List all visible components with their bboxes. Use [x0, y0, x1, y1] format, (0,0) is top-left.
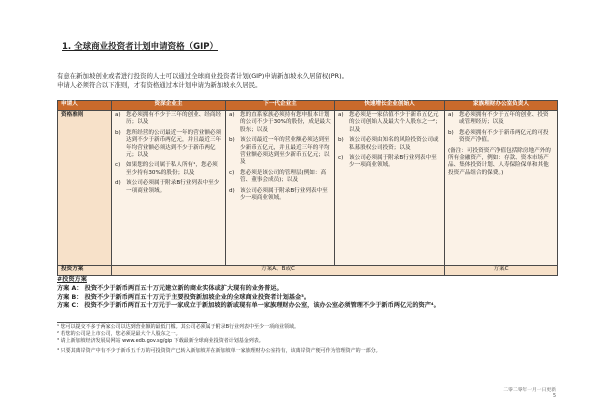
- footnote-2: ² 若您的公司是上市公司，您必须是最大个人股东之一。: [57, 331, 181, 337]
- criteria-item: [338, 137, 441, 152]
- page-number: 5: [552, 394, 556, 399]
- criteria-item: [229, 137, 331, 167]
- item-text: 该公司必须属于附录B行业列表中至少一项商业领域。: [349, 155, 437, 169]
- item-text: 您所经营的公司最近一年的营业额必须达到不少于新币两亿元，并且最近三年年均营业额必须达到不少于新币两亿元；以及: [126, 129, 222, 159]
- criteria-item: [229, 170, 331, 185]
- item-mark: c): [229, 169, 235, 176]
- item-text: 该公司必须由知名的风险投资公司或私募股权公司投资；以及: [349, 137, 439, 151]
- table-header-row: [58, 101, 558, 111]
- plan-option-c: 方案C: [445, 266, 558, 276]
- footnote-4: ⁴ 只要其离岸资产中有不少于新币五千万的可投资资产已转入新加坡并在新加坡单一家族理财办公室持有，该离岸资产便可作为管理资产的一部分。: [57, 348, 381, 354]
- plan-options-abc: 方案A、B或C: [112, 266, 445, 276]
- header-applicant: 申请人: [58, 101, 112, 111]
- item-mark: b): [115, 129, 121, 136]
- item-text: 该公司最近一年的营业额必须达到至少新币五亿元，并且最近三年的平均营业额必须达到至少新币五亿元；以及: [240, 137, 330, 166]
- item-text: 您必须拥有不少于新币两亿元的可投资资产净值。: [459, 129, 549, 144]
- item-mark: b): [448, 129, 454, 136]
- item-mark: a): [338, 112, 344, 118]
- plan-label: 投资方案: [58, 266, 112, 276]
- item-mark: d): [115, 180, 121, 187]
- criteria-item: [115, 180, 222, 195]
- item-mark: a): [229, 112, 235, 118]
- header-fast-growth-founder: 快速增长企业创始人: [335, 101, 445, 111]
- criteria-item: [338, 112, 441, 134]
- item-text: 您必须拥有不少于五年的创业、投资或管理经历；以及: [459, 112, 549, 126]
- criteria-item: [115, 162, 222, 177]
- criteria-item: [448, 112, 554, 127]
- item-text: 该公司必须属于附录B行业列表中至少一项商业领域。: [126, 180, 220, 194]
- item-mark: a): [448, 112, 454, 118]
- criteria-fast-growth: [335, 111, 445, 266]
- item-text: 如果您的公司属于私人所有¹，您必须至少持有30%的股份；以及: [126, 162, 218, 176]
- header-established-business-owner: 资深企业主: [112, 101, 226, 111]
- item-text: 您的直系家族必须持有您申报本计划的公司不少于30%的股份，成是最大股东；以及: [240, 112, 331, 133]
- header-family-office-principal: 家族理财办公室负责人: [445, 101, 558, 111]
- criteria-label: 资格准则: [58, 111, 112, 266]
- intro-line-1: 有意在新加坡创业或者进行投资的人士可以通过全球商业投资者计划(GIP)申请新加坡永久居留权(PR)。: [57, 72, 348, 80]
- item-mark: c): [338, 155, 344, 162]
- eligibility-table: [57, 100, 558, 276]
- criteria-row: [58, 111, 558, 266]
- criteria-item: [448, 130, 554, 145]
- item-text: 您必须是一家估值不少于新币五亿元的公司创始人及最大个人股东之一²；以及: [349, 112, 441, 133]
- item-text: 该公司必须属于附录B行业列表中至少一项商业领域。: [240, 187, 328, 202]
- item-mark: a): [115, 112, 121, 118]
- family-office-note: (备注：可投资资产净值包括除房地产外的所有金融资产，例如：存款、资本市场产品、集体投资计划、人寿保险保单和其他投资产品组合的保费。): [448, 147, 551, 176]
- criteria-item: [229, 188, 331, 203]
- plan-a: 方案 A： 投资不少于新币两百五十万元建立新的商业实体或扩大现有的业务普运。: [57, 284, 283, 292]
- header-next-gen-business-owner: 下一代企业主: [226, 101, 335, 111]
- plans-heading: #投资方案: [57, 276, 87, 283]
- update-date: 二零二零年一月一日更新: [503, 388, 556, 393]
- investment-plans: [57, 276, 440, 311]
- criteria-next-gen: [226, 111, 335, 266]
- criteria-item: [115, 130, 222, 160]
- plan-c: 方案 C： 投资不少于新币两百五十万元于一家成立于新加坡的新或现有单一家族理财办公室，该办公室必须管理不少于新币两亿元的资产⁴。: [57, 302, 440, 310]
- criteria-established: [112, 111, 226, 266]
- page-footer: [503, 388, 556, 400]
- item-text: 您必须拥有不少于三年的创业、经商经历；以及: [126, 112, 222, 126]
- investment-plan-row: [58, 266, 558, 276]
- criteria-item: [229, 112, 331, 134]
- item-text: 您必须是该公司的管理层(例如：高管、董事会成员)；以及: [240, 169, 327, 184]
- criteria-family-office: [445, 111, 558, 266]
- criteria-item: [338, 155, 441, 170]
- intro-line-2: 申请人必须符合以下准则，才有资格通过本计划申请为新加坡永久居民。: [57, 81, 262, 89]
- footnote-3: ³ 请上新加坡经济发展局网站 www.edb.gov.sg/gip 下载最新全球商业投资者计划基金列表。: [57, 338, 264, 344]
- item-mark: b): [229, 137, 235, 144]
- section-title: 1. 全球商业投资者计划申请资格（GIP）: [62, 42, 218, 52]
- item-mark: d): [229, 187, 235, 194]
- footnote-1: ¹ 您可以提交不多于两家公司以达到营业额的最低门槛。其公司必须属于附录B行业列表中至少一项商业领域。: [57, 324, 300, 330]
- item-mark: c): [115, 162, 121, 169]
- item-mark: b): [338, 137, 344, 144]
- criteria-item: [115, 112, 222, 127]
- plan-b: 方案 B： 投资不少于新币两百五十万元于主要投资新加坡企业的全球商业投资者计划基金³。: [57, 293, 311, 301]
- footnote-divider: [57, 322, 207, 323]
